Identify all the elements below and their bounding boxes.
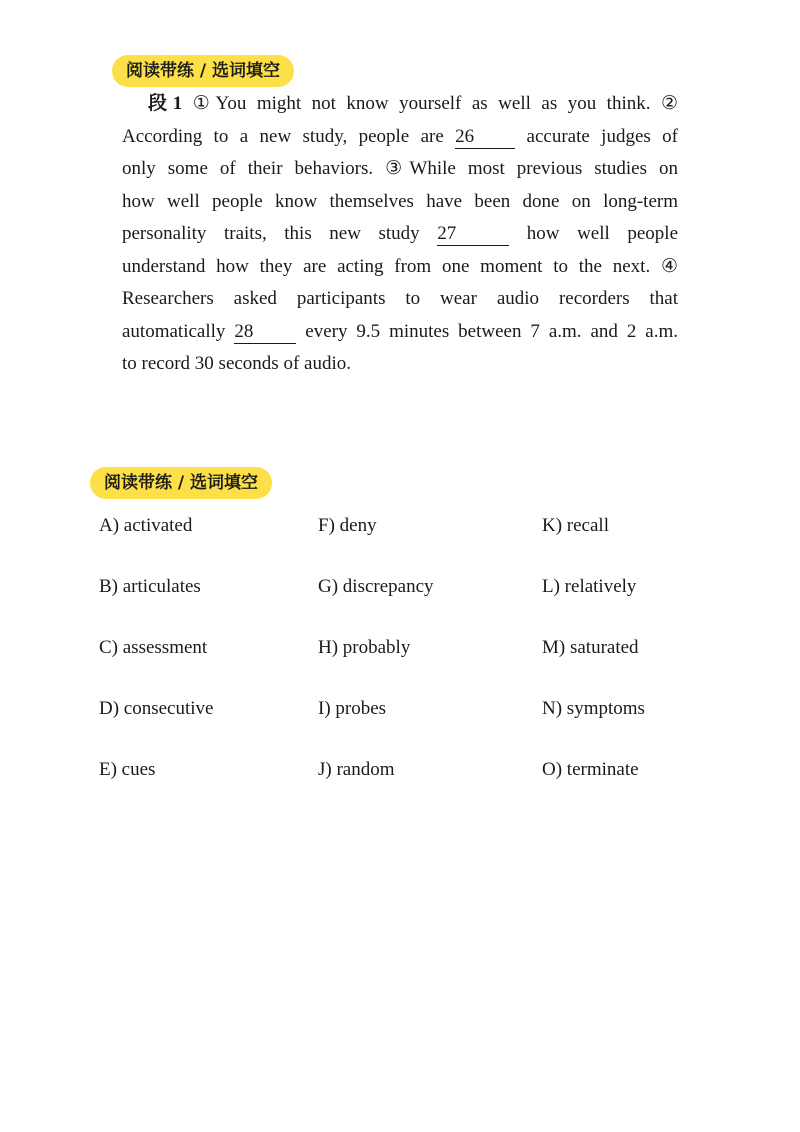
word-option: F) deny [318, 515, 377, 536]
passage-text: automatically [122, 320, 235, 342]
passage-text: understand how they are acting from one moment to the next. ④ [122, 255, 678, 277]
word-option: I) probes [318, 698, 387, 719]
word-option: A) activated [99, 515, 193, 536]
passage-line [122, 283, 678, 316]
passage-text: how well people know themselves have been done on long-term [122, 190, 678, 212]
word-option: K) recall [542, 515, 609, 536]
passage-text: only some of their behaviors. ③While most previous studies on [122, 158, 678, 179]
word-option: D) consecutive [99, 698, 214, 719]
word-option: N) symptoms [542, 698, 645, 719]
passage-text: ①You might not know yourself as well as you think. ② [192, 93, 679, 114]
passage-line [122, 121, 678, 154]
answer-blank-27: 27 [437, 223, 509, 246]
paragraph-label: 段1 [148, 93, 183, 114]
answer-blank-26: 26 [455, 126, 515, 149]
passage-text: According to a new study, people are [122, 125, 456, 147]
word-option: J) random [318, 759, 395, 780]
passage-line [122, 186, 678, 219]
word-option: O) terminate [542, 759, 639, 780]
word-option: G) discrepancy [318, 576, 434, 597]
word-option: E) cues [99, 759, 156, 780]
word-option: B) articulates [99, 576, 201, 597]
passage-line [122, 348, 678, 381]
section-header: 阅读带练 / 选词填空 [90, 467, 272, 499]
passage-line [122, 88, 678, 121]
reading-passage [122, 88, 678, 381]
passage-line [122, 251, 678, 284]
passage-line [122, 153, 678, 186]
passage-text: every 9.5 minutes between 7 a.m. and 2 a.m. [296, 320, 679, 342]
passage-text: to record 30 seconds of audio. [122, 353, 351, 374]
section-header: 阅读带练 / 选词填空 [112, 55, 294, 87]
word-option: L) relatively [542, 576, 637, 597]
passage-line [122, 316, 678, 349]
word-option: M) saturated [542, 637, 639, 658]
word-option: C) assessment [99, 637, 208, 658]
passage-text: accurate judges of [515, 125, 678, 147]
passage-text: Researchers asked participants to wear audio recorders that [122, 288, 678, 309]
passage-text: how well people [509, 223, 679, 244]
passage-line [122, 218, 678, 251]
passage-text: personality traits, this new study [122, 223, 438, 244]
word-option: H) probably [318, 637, 411, 658]
answer-blank-28: 28 [234, 321, 296, 344]
